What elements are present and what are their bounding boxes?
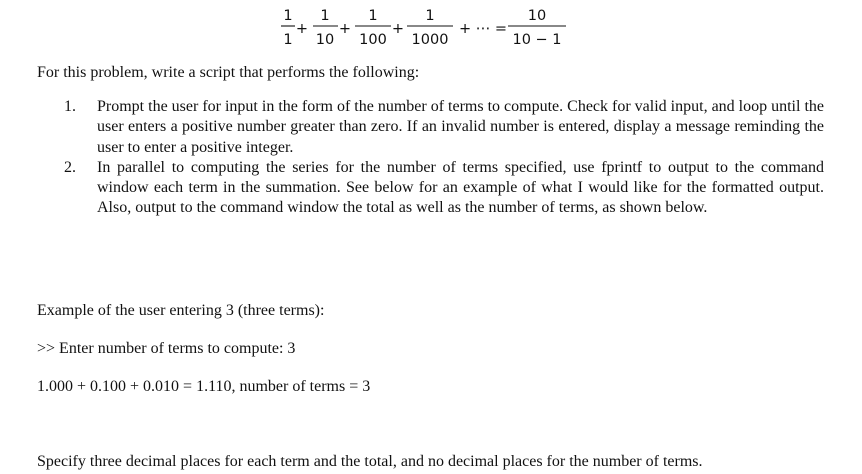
- example-prompt-line: >> Enter number of terms to compute: 3: [37, 340, 296, 357]
- result-numerator: 10: [527, 8, 547, 24]
- formatting-note: Specify three decimal places for each term and the total, and no decimal places for the number of terms.: [37, 453, 703, 470]
- term-2-numerator: 1: [320, 8, 330, 24]
- instruction-number-2: 2.: [64, 158, 76, 176]
- example-output-line: 1.000 + 0.100 + 0.010 = 1.110, number of terms = 3: [37, 378, 371, 395]
- term-2-denominator: 10: [315, 32, 335, 48]
- term-3-numerator: 1: [368, 8, 378, 24]
- instruction-number-1: 1.: [64, 98, 76, 115]
- instruction-item-2: [64, 158, 824, 219]
- term-4-numerator: 1: [425, 8, 435, 24]
- instruction-item-1: [64, 97, 824, 158]
- result-denominator: 10 − 1: [512, 32, 562, 48]
- plus-sign-3: +: [391, 21, 405, 37]
- term-4-denominator: 1000: [411, 32, 449, 48]
- instruction-text-1: Prompt the user for input in the form of the number of terms to compute. Check for valid input, and loop until the user enters a positive number greater than zero. If an invalid number is entered, display a message reminding the user to enter a positive integer.: [97, 98, 824, 156]
- intro-text: For this problem, write a script that performs the following:: [37, 64, 420, 81]
- series-formula: [0, 4, 862, 54]
- term-1-denominator: 1: [283, 32, 293, 48]
- instruction-text-2: In parallel to computing the series for the number of terms specified, use fprintf to output to the command window each term in the summation. See below for an example of what I would like for the formatted output. Also, output to the command window the total as well as the number of terms, as shown below.: [97, 158, 824, 217]
- term-1-numerator: 1: [283, 8, 293, 24]
- term-3-denominator: 100: [359, 32, 387, 48]
- plus-sign-2: +: [338, 21, 352, 37]
- plus-sign-1: +: [295, 21, 309, 37]
- instruction-list: [64, 97, 824, 219]
- ellipsis-equals: + ⋯ =: [459, 21, 508, 37]
- example-heading: Example of the user entering 3 (three terms):: [37, 302, 325, 319]
